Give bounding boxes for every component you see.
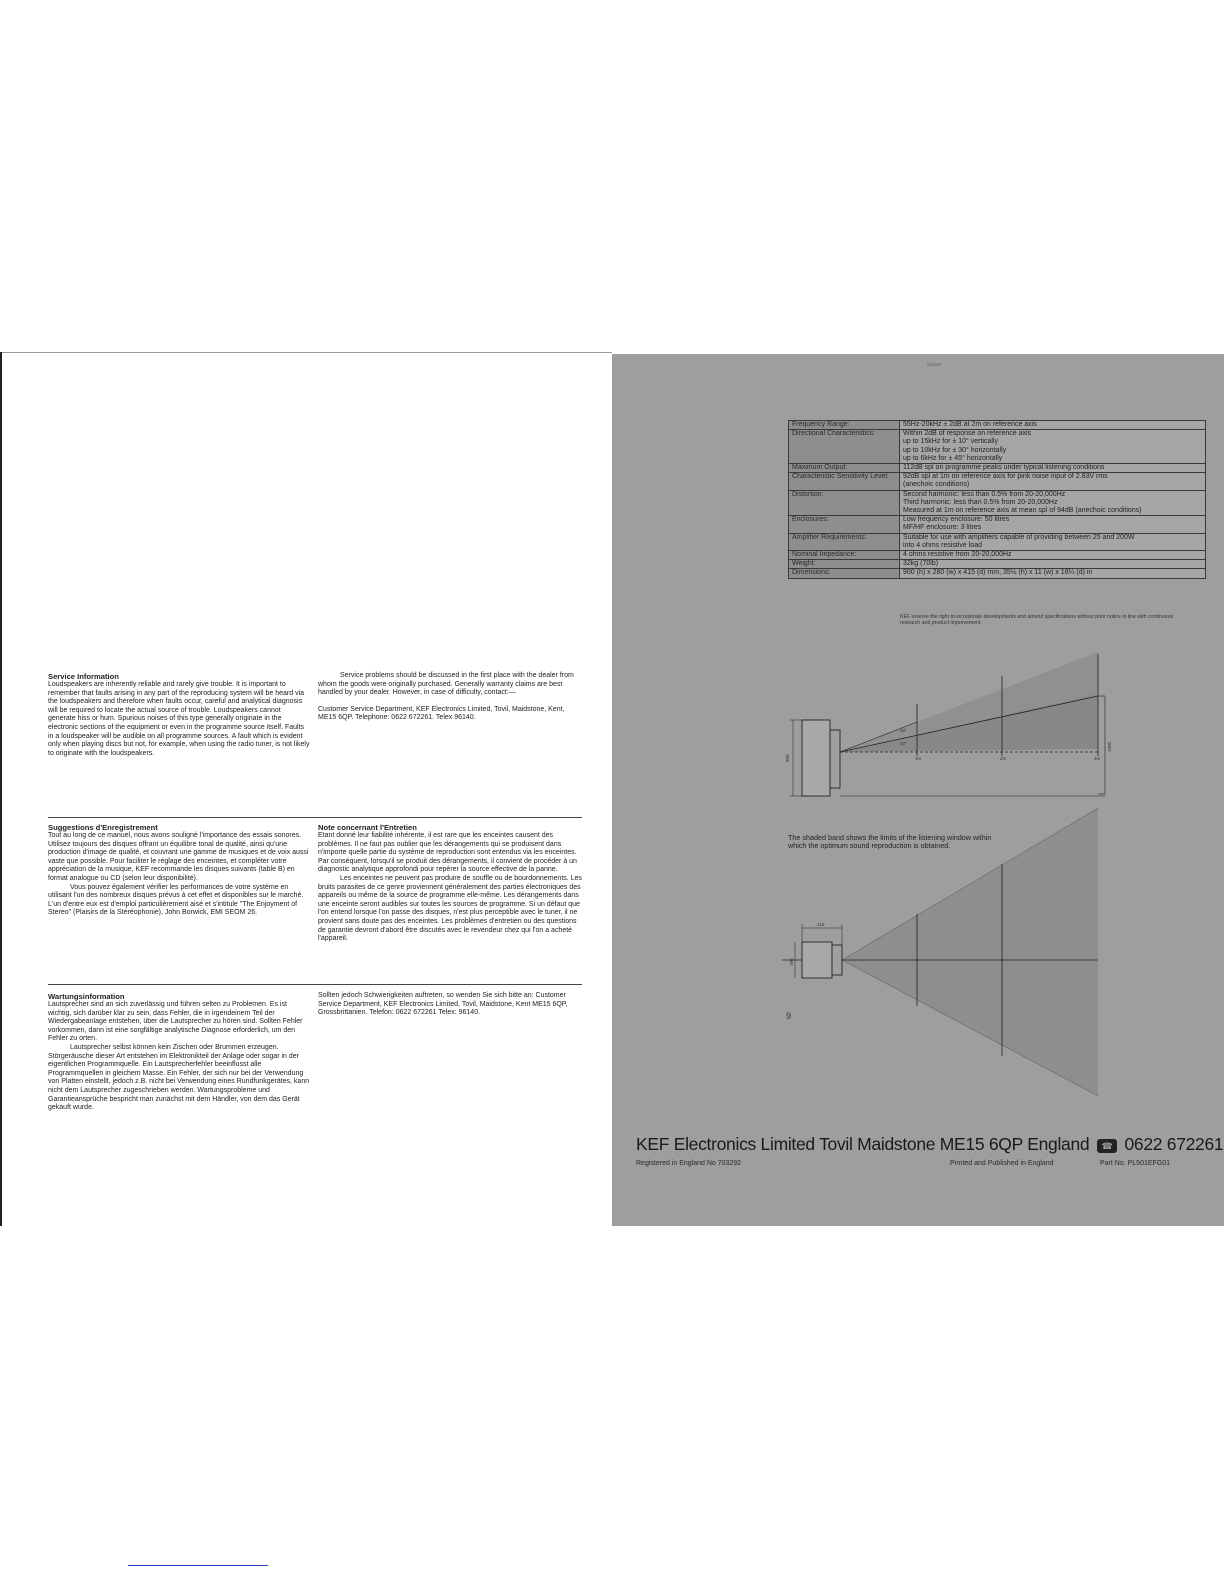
- height-label: 900: [785, 754, 790, 762]
- entretien-title: Note concernant l'Entretien: [318, 823, 417, 832]
- spec-value: 112dB spl on programme peaks under typical listening conditions: [900, 464, 1206, 473]
- right-page: [612, 354, 1224, 1226]
- wartung-contact: Sollten jedoch Schwierigkeiten auftreten, so wenden Sie sich bitte an: Customer Service Department, KEF Electronics Limited, Tovil, Maidstone, Kent ME15 6QP, Grossbrittanien. Telefon: 0622 672261 Telex: 96140.: [318, 992, 568, 1017]
- width-label: 280: [789, 958, 794, 966]
- spec-label: Characteristic Sensitivity Level:: [789, 473, 900, 490]
- part-number: Part No. PL501EFG01: [1100, 1160, 1171, 1167]
- entretien-body: Etant donné leur fiabilité inhérente, il est rare que les enceintes causent des problèmes. Il ne faut pas oublier que les dérangements qui se produisent dans n'importe quelle partie du système de reproduction sont entendus via les enceintes. Par conséquent, lorsqu'il se produit des dérangements, il convient de procéder à un diagnostic analytique approfondi pour repérer la source effective de la panne.: [318, 832, 577, 874]
- spec-label: Frequency Range:: [789, 421, 900, 430]
- wartung-body-2: Lautsprecher selbst können kein Zischen oder Brummen erzeugen. Störgeräusche dieser Art entstehen im Elektronikteil der Anlage oder sogar in der eigentlichen Programmquelle. Ein Lautsprecherfehler beeinflusst alle Programmquellen in gleichem Masse. Ein Fehler, der sich nur bei der Verwendung von Platten einstellt, jedoch z.B. nicht bei Verwendung eines Rundfunkgerätes, kann nicht dem Lautsprecher zugeschrieben werden. Wartungsprobleme und Garantieansprüche bespricht man zunächst mit dem Händler, von dem das Gerät gekauft wurde.: [48, 1043, 310, 1112]
- spec-value: 900 (h) x 280 (w) x 415 (d) mm, 35½ (h) x 11 (w) x 16¼ (d) in: [900, 569, 1206, 578]
- spec-value: 4 ohms resistive from 20-20,000Hz: [900, 551, 1206, 560]
- depth-label: 415: [817, 922, 825, 927]
- window-height-label: 1000: [1107, 741, 1112, 752]
- distance-1m-label: 1m: [915, 756, 922, 761]
- spec-value: 32kg (70lb): [900, 560, 1206, 569]
- spec-label: Enclosures:: [789, 516, 900, 533]
- section-divider: [48, 817, 582, 818]
- spec-label: Nominal Impedance:: [789, 551, 900, 560]
- wartung-body: Lautsprecher sind an sich zuverlässig und führen selten zu Problemen. Es ist wichtig, sich darüber klar zu sein, dass Fehler, die in irgendeinem Teil der Wiedergabeanlage entstehen, über die Lautsprecher zu hören sind. Sollten Fehler vorkommen, dann ist eine sorgfältige analytische Diagnose erforderlich, um den Fehler zu orten.: [48, 1001, 303, 1043]
- suggestions-section-fr: [48, 823, 310, 918]
- entretien-body-2: Les enceintes ne peuvent pas produire de souffle ou de bourdonnements. Les bruits parasites de ce genre proviennent généralement des parties électroniques des appareils ou même de la source de programme elle-même. Les dérangements dans une enceinte seront audibles sur toutes les sources de programme. Si un défaut que l'on entend lorsque l'on passe des disques, n'est plus perceptible avec le tuner, il ne provient sans doute pas des enceintes. Les problèmes d'entretien ou des questions de garantie devront d'abord être discutés avec le revendeur chez qui l'on a acheté l'appareil.: [318, 874, 582, 943]
- spec-value: Second harmonic: less than 0.5% from 20-20,000Hz Third harmonic: less than 0.5% from 20-20,000Hz Measured at 1m on reference axis at mean spl of 94dB (anechoic conditions): [900, 490, 1206, 516]
- spec-label: Weight:: [789, 560, 900, 569]
- service-title: Service Information: [48, 672, 119, 681]
- phone-icon: ☎: [1097, 1139, 1117, 1153]
- distance-3m-label: 3m: [1094, 756, 1101, 761]
- dispersion-diagrams: [612, 354, 1224, 1226]
- company-address: KEF Electronics Limited Tovil Maidstone ME15 6QP England: [636, 1134, 1090, 1154]
- suggestions-body: Tout au long de ce manuel, nous avons souligné l'importance des essais sonores. Utilisez toujours des disques offrant un équilibre tonal de qualité, ainsi qu'une production d'image de qualité, et couvrant une gamme de musiques et de voix aussi vaste que possible. Pour faciliter le réglage des enceintes, et compléter votre appréciation de la musique, KEF recommande les disques suivants (table B) en format analogue ou CD (selon leur disponibilité).: [48, 832, 309, 882]
- wartung-section-de: [48, 992, 310, 1113]
- footer-address: [636, 1134, 1224, 1155]
- spec-label: Distortion:: [789, 490, 900, 516]
- vertical-dispersion-diagram: [785, 652, 1112, 796]
- spec-value: Within 2dB of response on reference axis up to 15kHz for ± 10° vertically up to 10kHz for ± 30° horizontally up to 6kHz for ± 45° horizontally: [900, 430, 1206, 464]
- distance-2m-label: 2m: [1000, 756, 1007, 761]
- underline-mark: [128, 1565, 268, 1566]
- diagram-caption: The shaded band shows the limits of the listening window within which the optimum sound reproduction is obtained.: [788, 833, 992, 851]
- printed-text: Printed and Published in England: [950, 1160, 1054, 1167]
- specification-note: KEF reserve the right to incorporate developments and amend specifications without prior notice in line with continuous research and product improvement.: [900, 614, 1174, 626]
- service-dealer-text: Service problems should be discussed in the first place with the dealer from whom the goods were originally purchased. Generally warranty claims are best handled by your dealer. However, in case of difficulty, contact:—: [318, 672, 574, 697]
- suggestions-body-2: Vous pouvez également vérifier les performances de votre système en utilisant l'un des nombreux disques prévus à cet effet et disponibles sur le marché. L'un d'entre eux est d'emploi particulièrement aisé et s'intitule "The Enjoyment of Stereo" (Plaisirs de la Stéréophonie), John Borwick, EMI SEOM 26.: [48, 883, 304, 917]
- angle-down-label: 10°: [900, 741, 907, 746]
- wartung-title: Wartungsinformation: [48, 992, 125, 1001]
- spec-label: Maximum Output:: [789, 464, 900, 473]
- section-divider: [48, 984, 582, 985]
- entretien-section-fr: [318, 823, 582, 944]
- page-number: 9: [786, 1011, 792, 1021]
- service-contact-address: Customer Service Department, KEF Electronics Limited, Tovil, Maidstone, Kent, ME15 6QP. Telephone: 0622 672261. Telex 96140.: [318, 705, 565, 722]
- spec-value: Low frequency enclosure: 50 litres MF/HF enclosure: 3 litres: [900, 516, 1206, 533]
- horizontal-dispersion-diagram: [782, 808, 1098, 1096]
- service-contact-en: [318, 672, 580, 723]
- suggestions-title: Suggestions d'Enregistrement: [48, 823, 158, 832]
- spec-value: Suitable for use with amplifiers capable of providing between 25 and 200W into 4 ohms resistive load: [900, 533, 1206, 550]
- spec-label: Dimensions:: [789, 569, 900, 578]
- spec-label: Directional Characteristics:: [789, 430, 900, 464]
- spec-label: Amplifier Requirements:: [789, 533, 900, 550]
- angle-up-label: 10°: [900, 728, 907, 733]
- header-mark: Space: [927, 362, 942, 368]
- phone-number: 0622 672261: [1124, 1134, 1224, 1154]
- spec-value: 55Hz-20kHz ± 2dB at 2m on reference axis: [900, 421, 1206, 430]
- service-section-en: [48, 672, 310, 758]
- spec-value: 92dB spl at 1m on reference axis for pink noise input of 2.83V rms (anechoic conditions): [900, 473, 1206, 490]
- service-body: Loudspeakers are inherently reliable and rarely give trouble. It is important to remember that faults arising in any part of the reproducing system will be heard via the loudspeakers and therefore when faults occur, careful and analytical diagnosis will be required to locate the actual source of trouble. Loudspeakers cannot generate hiss or hum. Spurious noises of this type generally originate in the electronic sections of the equipment or even in the programme source itself. Faults in a loudspeaker will be audible on all programme sources. A fault which is evident only when playing discs but not, for example, when using the radio tuner, is not likely to originate with the loudspeakers.: [48, 681, 310, 757]
- registered-text: Registered in England No 703292: [636, 1160, 742, 1167]
- wartung-contact-de: [318, 992, 582, 1018]
